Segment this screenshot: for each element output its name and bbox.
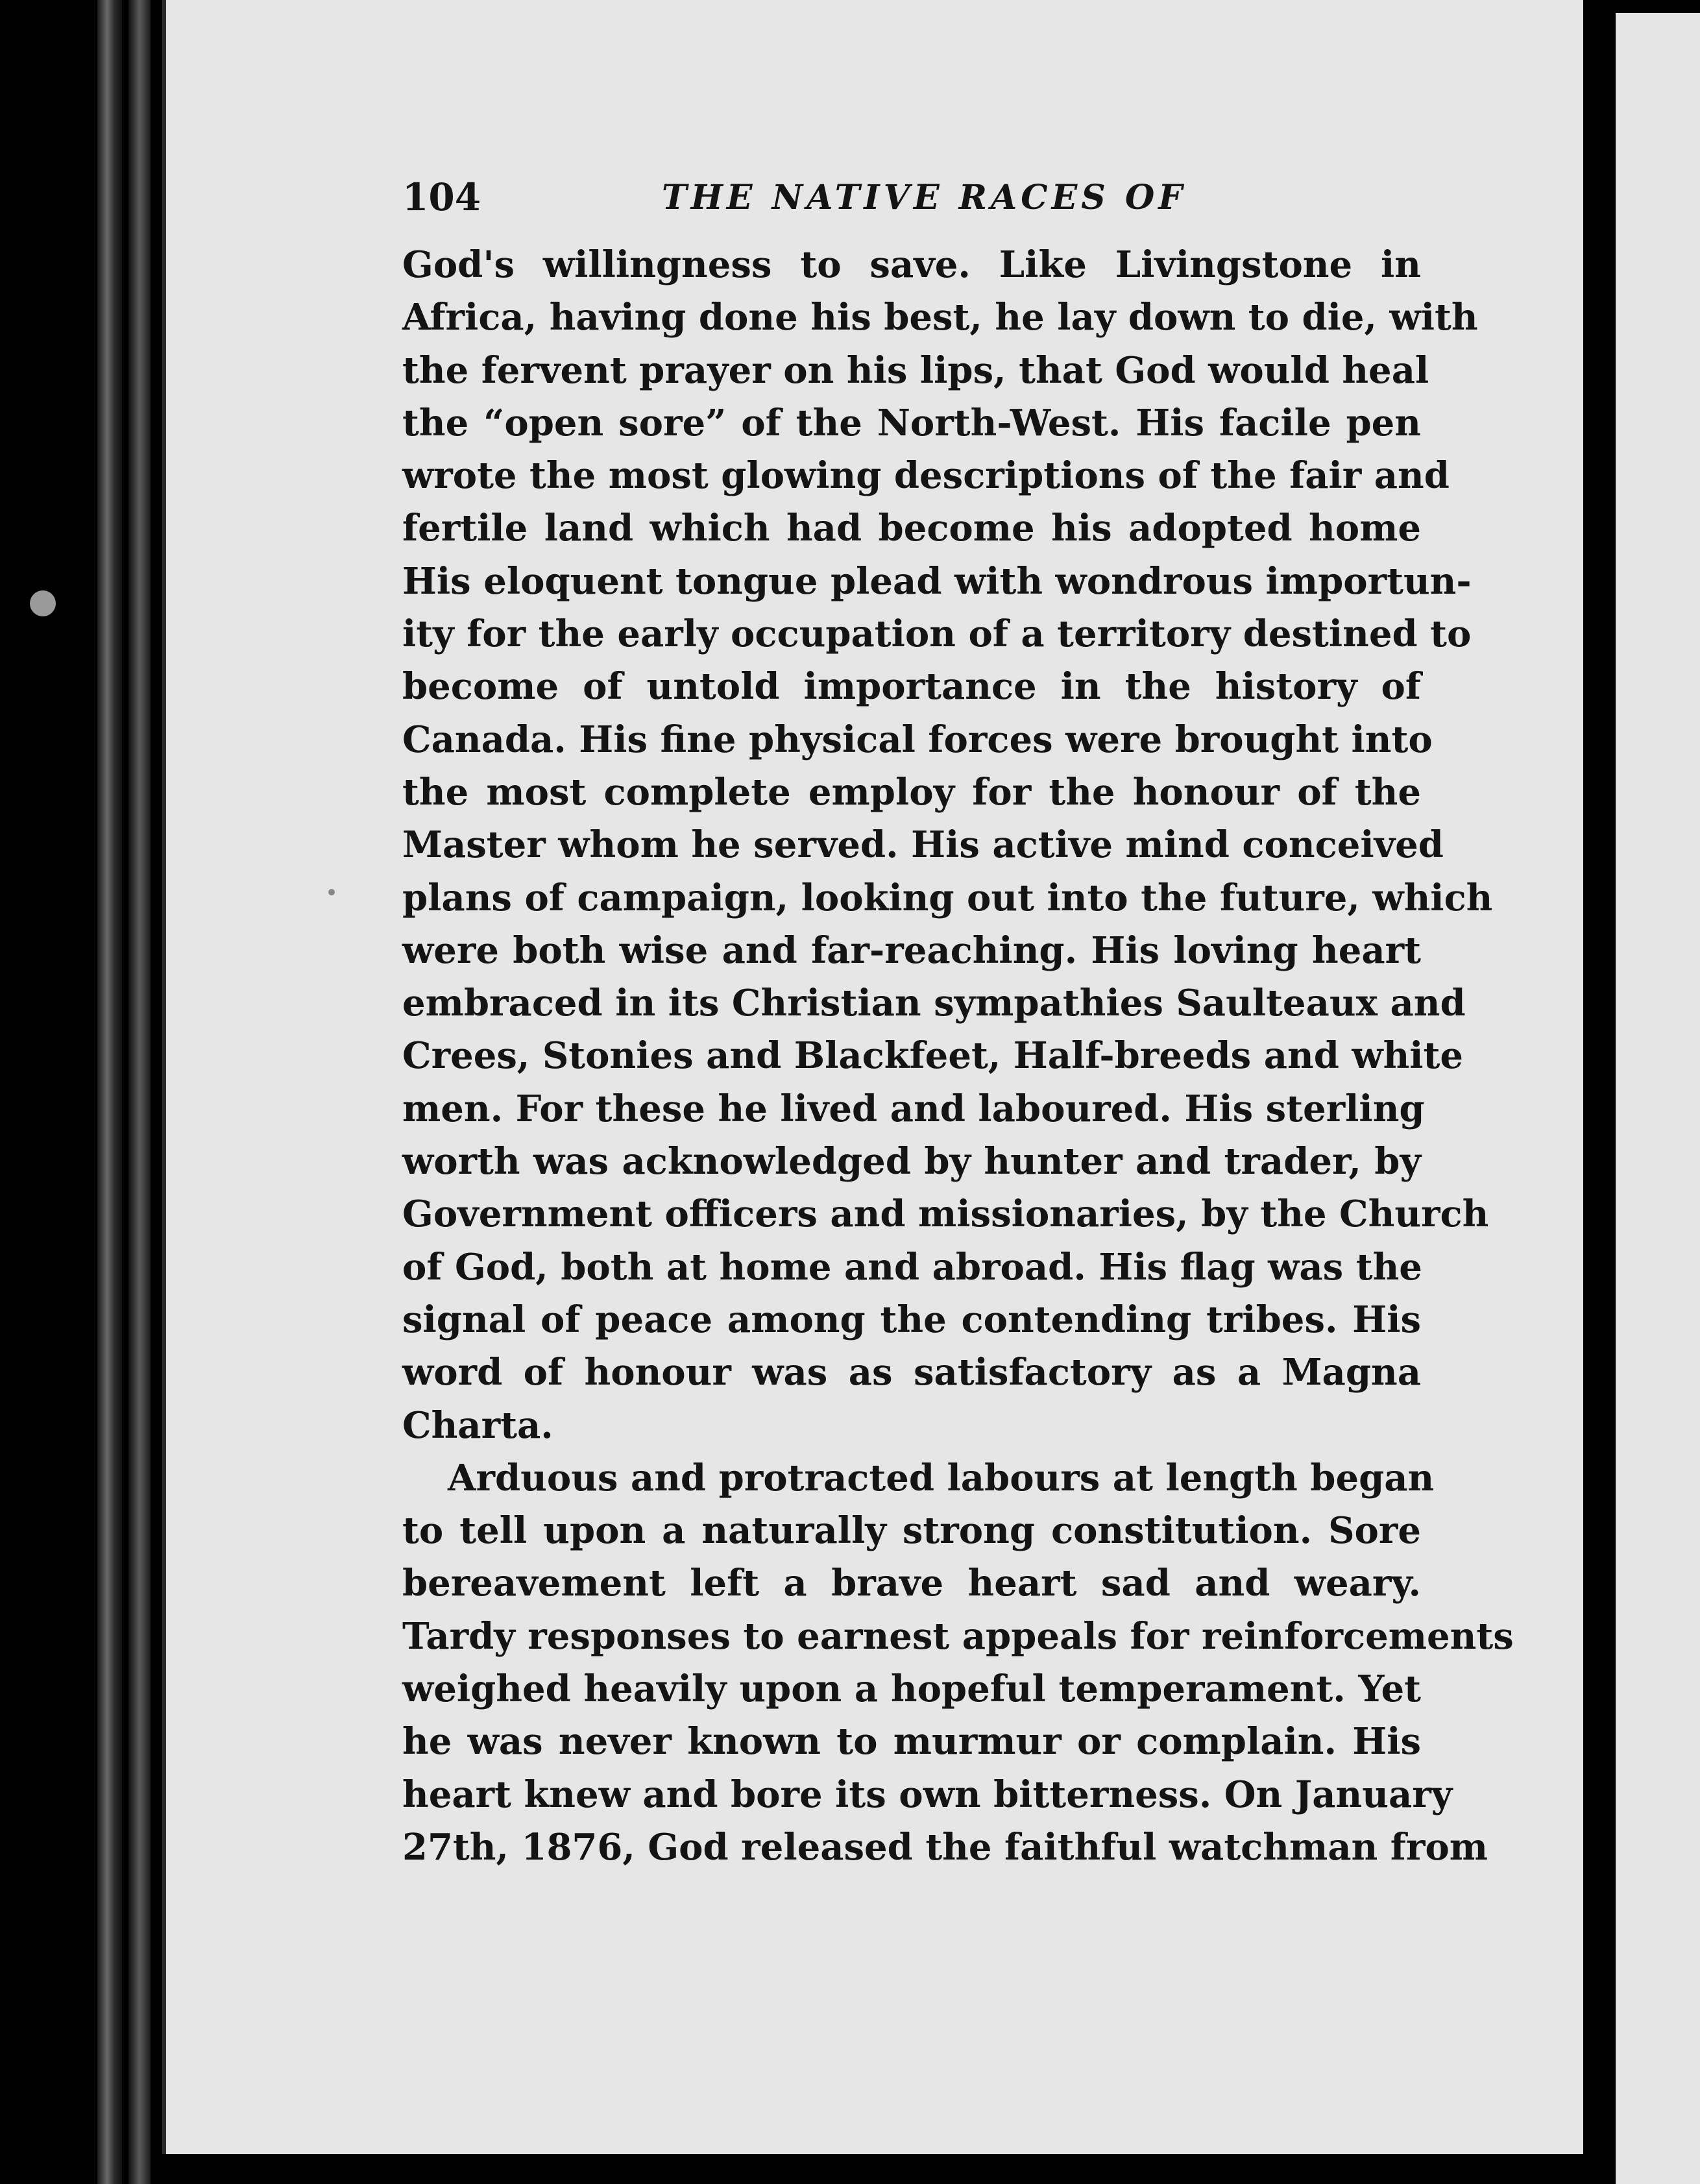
binding-edge [97,0,122,2184]
text-line: bereavement left a brave heart sad and weary. [402,1562,1421,1605]
page-number: 104 [402,175,481,219]
text-line: the most complete employ for the honour of the [402,770,1421,814]
text-line: God's willingness to save. Like Livingstone in [402,243,1421,286]
text-line: worth was acknowledged by hunter and trader, by [402,1140,1421,1183]
page-content [402,175,1514,1874]
text-line: Arduous and protracted labours at length began [448,1456,1435,1499]
text-line: were both wise and far-reaching. His loving heart [402,928,1421,972]
text-line: Crees, Stonies and Blackfeet, Half-breeds and white [402,1034,1464,1078]
text-line: embraced in its Christian sympathies Saulteaux and [402,982,1466,1025]
text-line: Master whom he served. His active mind conceived [402,823,1444,867]
text-line: he was never known to murmur or complain. His [402,1720,1421,1764]
text-line: signal of peace among the contending tribes. His [402,1298,1421,1341]
text-line: fertile land which had become his adopted home [402,507,1421,550]
text-line: plans of campaign, looking out into the future, which [402,876,1493,919]
text-line: 27th, 1876, God released the faithful watchman from [402,1825,1488,1869]
page-header [402,175,1421,227]
text-line: the fervent prayer on his lips, that God would heal [402,348,1429,392]
paragraph-2 [402,1452,1514,1874]
text-line: wrote the most glowing descriptions of the fair and [402,454,1450,498]
text-line: word of honour was as satisfactory as a Magna [402,1351,1421,1394]
text-line: His eloquent tongue plead with wondrous importun- [402,559,1472,603]
text-line: Canada. His fine physical forces were brought into [402,718,1433,761]
body-text [402,239,1514,1874]
text-line: to tell upon a naturally strong constitution. Sore [402,1509,1421,1553]
text-line: of God, both at home and abroad. His flag was the [402,1245,1422,1289]
text-line: become of untold importance in the history of [402,665,1421,709]
text-line: ity for the early occupation of a territory destined to [402,613,1472,656]
facing-page-edge [1616,13,1700,2184]
text-line: heart knew and bore its own bitterness. On January [402,1773,1453,1816]
text-line: weighed heavily upon a hopeful temperament. Yet [402,1668,1421,1711]
paragraph-1 [402,239,1493,1452]
text-line: Tardy responses to earnest appeals for reinforcements [402,1614,1514,1658]
text-line: Africa, having done his best, he lay down to die, with [402,296,1478,339]
dust-speck [328,889,335,895]
binding-edge-inner [128,0,151,2184]
running-head: THE NATIVE RACES OF [662,178,1187,217]
dust-speck [30,590,56,616]
text-line: Government officers and missionaries, by the Church [402,1193,1489,1236]
text-line: Charta. [402,1403,553,1447]
text-line: the “open sore” of the North-West. His facile pen [402,401,1421,444]
text-line: men. For these he lived and laboured. His sterling [402,1087,1425,1130]
